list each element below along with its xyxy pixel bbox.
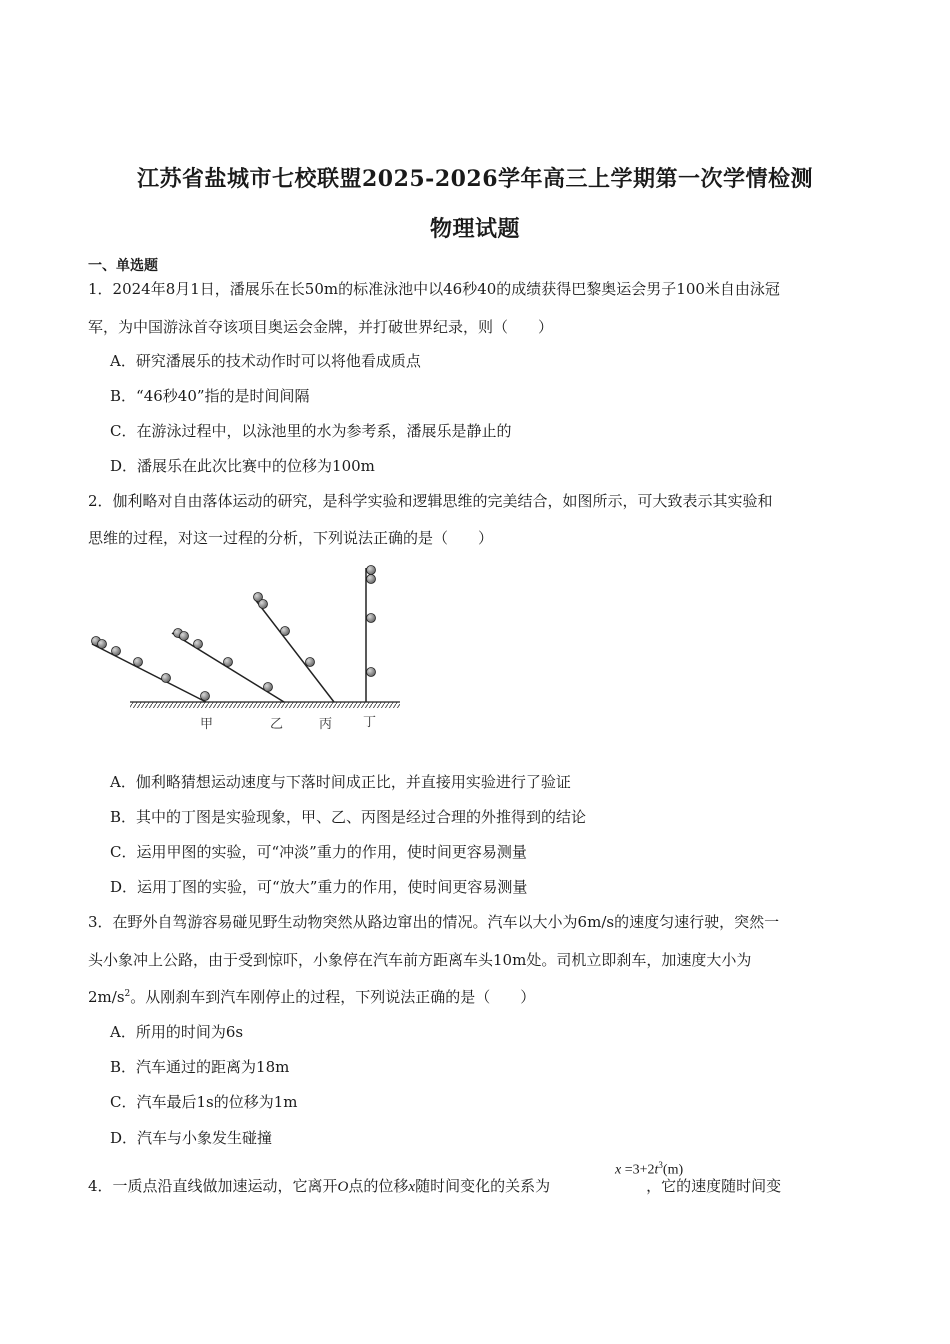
q4-stem-part3: 随时间变化的关系为 (415, 1177, 551, 1195)
q4-stem-part1: 4．一质点沿直线做加速运动，它离开 (88, 1177, 338, 1195)
ball (224, 658, 233, 667)
ball (134, 658, 143, 667)
q3-stem-line3 (88, 986, 535, 1007)
ball (367, 575, 376, 584)
q1-stem-line2: 军，为中国游泳首夺该项目奥运会金牌，并打破世界纪录，则（ ） (88, 318, 554, 336)
q1-option-d: D．潘展乐在此次比赛中的位移为100m (110, 457, 375, 475)
ball (367, 668, 376, 677)
ball (112, 647, 121, 656)
ball (264, 683, 273, 692)
galileo-incline-diagram (88, 560, 408, 740)
q4-stem-part4: ，它的速度随时间变 (646, 1177, 782, 1195)
incline-jia (92, 644, 206, 702)
q4-point-o: O (337, 1179, 349, 1195)
section-heading: 一、单选题 (88, 258, 158, 274)
ball (201, 692, 210, 701)
ground-hatch (130, 702, 400, 708)
q1-stem-line1: 1．2024年8月1日，潘展乐在长50m的标准泳池中以46秒40的成绩获得巴黎奥运会男子100米自由泳冠 (88, 280, 780, 298)
q2-option-b: B．其中的丁图是实验现象，甲、乙、丙图是经过合理的外推得到的结论 (110, 808, 587, 826)
figure-label-bing: 丙 (319, 717, 333, 732)
figure-label-jia: 甲 (200, 717, 214, 732)
q3-option-c: C．汽车最后1s的位移为1m (110, 1093, 298, 1111)
q3-stem-line1: 3．在野外自驾游容易碰见野生动物突然从路边窜出的情况。汽车以大小为6m/s的速度匀速行驶，突然一 (88, 913, 780, 931)
page-title-line1: 江苏省盐城市七校联盟2025-2026学年高三上学期第一次学情检测 (136, 166, 814, 192)
formula-unit: (m) (662, 1162, 684, 1178)
ball (367, 614, 376, 623)
q3-stem-line2: 头小象冲上公路，由于受到惊吓，小象停在汽车前方距离车头10m处。司机立即刹车，加速度大小为 (88, 951, 752, 969)
q1-option-c: C．在游泳过程中，以泳池里的水为参考系，潘展乐是静止的 (110, 422, 512, 440)
formula-exponent: 3 (658, 1160, 663, 1170)
q3-accel-unit: 2m/s (88, 988, 125, 1006)
ball (180, 632, 189, 641)
q4-stem-line1 (88, 1175, 781, 1196)
q2-stem-line2: 思维的过程，对这一过程的分析，下列说法正确的是（ ） (88, 529, 494, 547)
q2-option-c: C．运用甲图的实验，可“冲淡”重力的作用，使时间更容易测量 (110, 843, 527, 861)
q3-stem-line3-text: 。从刚刹车到汽车刚停止的过程，下列说法正确的是（ ） (130, 988, 536, 1006)
q2-option-d: D．运用丁图的实验，可“放大”重力的作用，使时间更容易测量 (110, 878, 528, 896)
ball (281, 627, 290, 636)
ball (162, 674, 171, 683)
formula-eq: =3+2 (621, 1162, 655, 1178)
ball (98, 640, 107, 649)
q1-option-b: B．“46秒40”指的是时间间隔 (110, 387, 310, 405)
q4-stem-part2: 点的位移 (348, 1177, 409, 1195)
q1-option-a: A．研究潘展乐的技术动作时可以将他看成质点 (110, 352, 421, 370)
q2-option-a: A．伽利略猜想运动速度与下落时间成正比，并直接用实验进行了验证 (110, 773, 571, 791)
q3-option-d: D．汽车与小象发生碰撞 (110, 1129, 273, 1147)
q3-accel-exponent: 2 (124, 989, 131, 999)
ball (367, 566, 376, 575)
figure-label-ding: 丁 (363, 715, 377, 730)
ball (259, 600, 268, 609)
figure-label-yi: 乙 (270, 717, 284, 732)
ball (306, 658, 315, 667)
q3-option-a: A．所用的时间为6s (110, 1023, 244, 1041)
formula-t: t (654, 1162, 659, 1178)
page-title-line2: 物理试题 (429, 216, 520, 242)
q3-option-b: B．汽车通过的距离为18m (110, 1058, 290, 1076)
formula-x: x (615, 1162, 622, 1178)
q2-stem-line1: 2．伽利略对自由落体运动的研究，是科学实验和逻辑思维的完美结合，如图所示，可大致表示其实验和 (88, 492, 773, 510)
ball (194, 640, 203, 649)
q4-var-x: x (408, 1179, 416, 1195)
